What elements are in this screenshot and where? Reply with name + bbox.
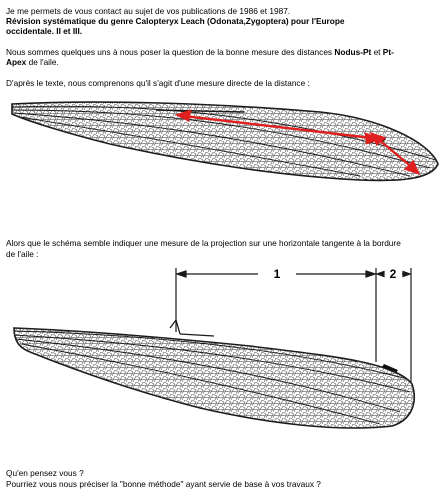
- costal-vein: [180, 334, 214, 336]
- dimension-label-1: 1: [273, 267, 281, 281]
- publication-title-line2: occidentale. II et III.: [6, 26, 83, 36]
- question-paragraph-line2: [6, 57, 59, 67]
- closing-question-1: Qu'en pensez vous ?: [6, 468, 84, 478]
- nodus-pt-term: Nodus-Pt: [334, 47, 372, 57]
- dim-arrow: [366, 271, 375, 277]
- dim-arrow: [403, 272, 410, 277]
- pt-apex-term-part1: Pt-: [382, 47, 394, 57]
- question-paragraph-line1: [6, 47, 394, 57]
- projection-text-line1: Alors que le schéma semble indiquer une mesure de la projection sur une horizontale tangente à la bordure: [6, 238, 401, 248]
- nodus-mark: [170, 320, 180, 334]
- intro-text: Je me permets de vous contact au sujet de vos publications de 1986 et 1987.: [6, 6, 291, 16]
- closing-question-2: Pourriez vous nous préciser la "bonne méthode" ayant servie de base à vos travaux ?: [6, 479, 321, 489]
- para-text: de l'aile.: [26, 57, 59, 67]
- direct-measure-text: D'après le texte, nous comprenons qu'il s'agit d'une mesure directe de la distance :: [6, 78, 310, 88]
- projection-text-line2: de l'aile :: [6, 249, 39, 259]
- para-text: Nous sommes quelques uns à nous poser la question de la bonne mesure des distances: [6, 47, 335, 57]
- dim-arrow: [177, 271, 186, 277]
- pt-apex-term-part2: Apex: [6, 57, 27, 67]
- publication-title-line1: Révision systématique du genre Calopteryx Leach (Odonata,Zygoptera) pour l'Europe: [6, 16, 345, 26]
- wing-figure-direct-measure: [0, 92, 442, 207]
- wing-figure-projection: [0, 262, 442, 452]
- wing-venation: [0, 92, 442, 207]
- dimension-label-2: 2: [389, 267, 397, 281]
- dim-arrow: [377, 272, 384, 277]
- para-text: et: [371, 47, 383, 57]
